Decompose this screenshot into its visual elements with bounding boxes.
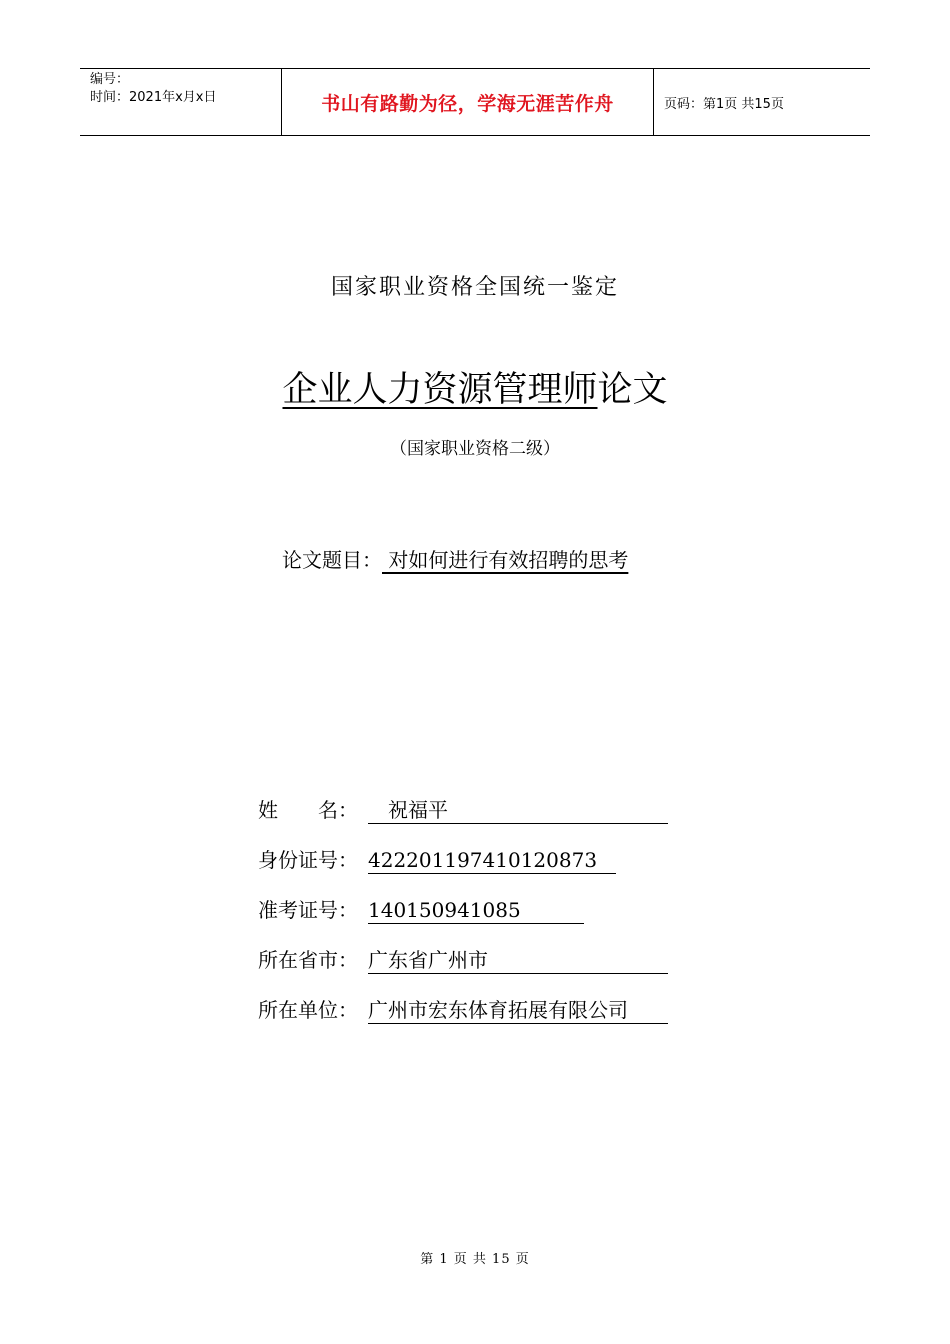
document-date: 时间：2021年x月x日 [90,90,217,105]
field-name [258,794,668,824]
field-id-number-label: 身份证号： [258,848,358,872]
title-underlined-part: 企业人力资源管理师 [282,370,598,410]
page-footer: 第 1 页 共 15 页 [420,1252,530,1267]
thesis-topic [282,544,628,573]
field-exam-number-label: 准考证号： [258,898,358,922]
field-province-city [258,944,668,974]
field-employer-label: 所在单位： [258,998,358,1022]
field-id-number [258,844,616,874]
header-motto: 书山有路勤为径，学海无涯苦作舟 [282,69,654,135]
document-number-label: 编号： [90,72,130,87]
field-name-value: 祝福平 [368,798,668,824]
field-employer-value: 广州市宏东体育拓展有限公司 [368,998,668,1024]
header-page-info: 页码：第1页 共15页 [664,96,784,112]
header-meta [80,69,282,135]
document-title [0,362,950,412]
title-rest-part: 论文 [597,370,668,410]
qualification-level: （国家职业资格二级） [390,439,560,459]
field-province-city-label: 所在省市： [258,948,358,972]
field-employer [258,994,668,1024]
certification-subtitle: 国家职业资格全国统一鉴定 [330,275,619,300]
page-header [80,68,870,136]
topic-label: 论文题目： [282,548,382,572]
field-name-label: 姓 名： [258,798,358,822]
field-id-number-value: 422201197410120873 [368,848,616,874]
field-province-city-value: 广东省广州市 [368,948,668,974]
field-exam-number [258,894,584,924]
topic-value: 对如何进行有效招聘的思考 [382,548,629,572]
field-exam-number-value: 140150941085 [368,898,584,924]
